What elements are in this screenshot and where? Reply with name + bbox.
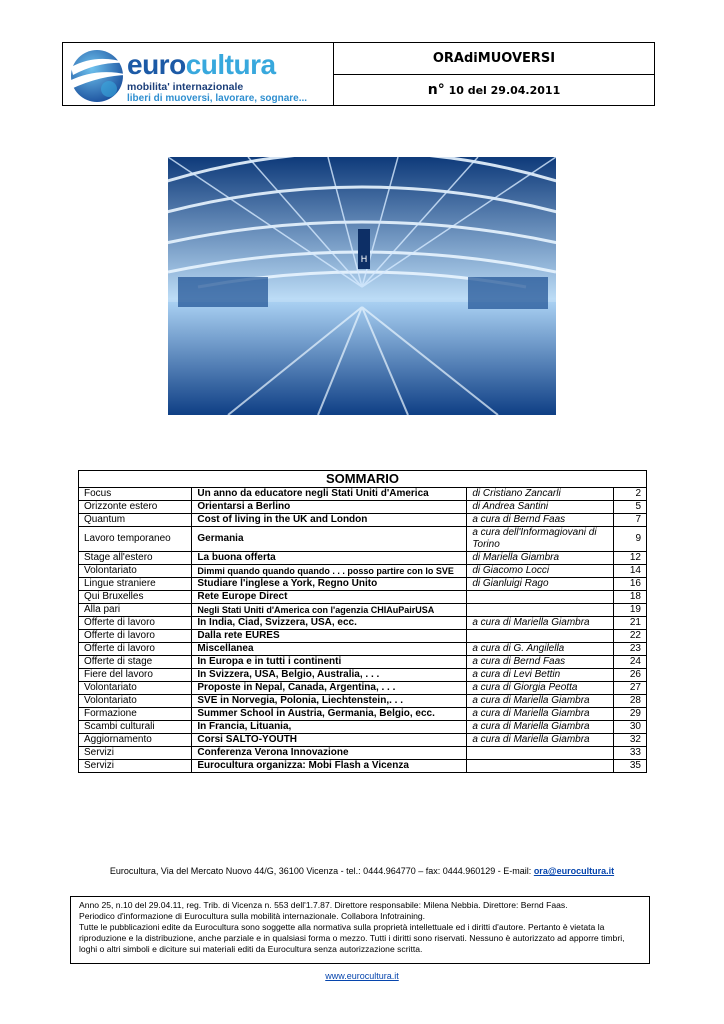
toc-section: Offerte di lavoro	[79, 630, 192, 643]
legal-notice	[70, 896, 650, 964]
toc-article-title: Dimmi quando quando quando . . . posso partire con lo SVE	[192, 565, 467, 578]
toc-article-title: Conferenza Verona Innovazione	[192, 747, 467, 760]
toc-section: Servizi	[79, 760, 192, 773]
toc-article-title: Studiare l'inglese a York, Regno Unito	[192, 578, 467, 591]
toc-section: Alla pari	[79, 604, 192, 617]
toc-author: a cura di G. Angilella	[467, 643, 614, 656]
issue-number	[334, 75, 654, 105]
toc-article-title: In Svizzera, USA, Belgio, Australia, . . .	[192, 669, 467, 682]
table-row	[79, 656, 647, 669]
toc-article-title: Negli Stati Uniti d'America con l'agenzia CHIAuPairUSA	[192, 604, 467, 617]
toc-author: a cura di Mariella Giambra	[467, 617, 614, 630]
logo	[63, 43, 334, 105]
toc-author: a cura di Mariella Giambra	[467, 721, 614, 734]
toc-page: 35	[613, 760, 646, 773]
toc-section: Offerte di stage	[79, 656, 192, 669]
tagline-primary: mobilita' internazionale	[127, 81, 244, 93]
tagline-secondary: liberi di muoversi, lavorare, sognare...	[127, 93, 308, 104]
toc-article-title: Proposte in Nepal, Canada, Argentina, . . .	[192, 682, 467, 695]
toc-page: 32	[613, 734, 646, 747]
globe-logo-icon	[67, 45, 129, 107]
issue-prefix: n°	[427, 82, 445, 98]
cover-photo-airport	[168, 157, 556, 415]
table-row	[79, 747, 647, 760]
table-row	[79, 630, 647, 643]
toc-page: 22	[613, 630, 646, 643]
legal-line-1: Anno 25, n.10 del 29.04.11, reg. Trib. di Vicenza n. 553 dell'1.7.87. Direttore responsabile: Milena Nebbia. Direttore: Bernd Faas.	[79, 900, 568, 910]
table-row	[79, 695, 647, 708]
contact-address	[0, 866, 724, 876]
table-row	[79, 514, 647, 527]
toc-author	[467, 604, 614, 617]
table-row	[79, 617, 647, 630]
toc-section: Formazione	[79, 708, 192, 721]
toc-article-title: Corsi SALTO-YOUTH	[192, 734, 467, 747]
email-link[interactable]: ora@eurocultura.it	[533, 866, 615, 876]
toc-page: 21	[613, 617, 646, 630]
table-row	[79, 488, 647, 501]
toc-article-title: Germania	[192, 527, 467, 552]
toc-page: 16	[613, 578, 646, 591]
toc-author: a cura di Mariella Giambra	[467, 734, 614, 747]
website-link[interactable]: www.eurocultura.it	[325, 971, 399, 981]
publication-title: ORAdiMUOVERSI	[334, 43, 654, 75]
toc-section: Lavoro temporaneo	[79, 527, 192, 552]
table-row	[79, 578, 647, 591]
toc-author	[467, 591, 614, 604]
toc-author: di Giacomo Locci	[467, 565, 614, 578]
toc-article-title: Summer School in Austria, Germania, Belgio, ecc.	[192, 708, 467, 721]
toc-section: Quantum	[79, 514, 192, 527]
toc-author: di Gianluigi Rago	[467, 578, 614, 591]
toc-section: Volontariato	[79, 695, 192, 708]
toc-page: 33	[613, 747, 646, 760]
toc-page: 23	[613, 643, 646, 656]
table-row	[79, 734, 647, 747]
table-row	[79, 591, 647, 604]
toc-header-row	[79, 471, 647, 488]
toc-article-title: Rete Europe Direct	[192, 591, 467, 604]
legal-line-2: Periodico d'informazione di Eurocultura sulla mobilità internazionale. Collabora Infotraining.	[79, 911, 426, 921]
toc-author: a cura di Mariella Giambra	[467, 708, 614, 721]
brand-name: eurocultura	[127, 49, 276, 80]
table-row	[79, 708, 647, 721]
toc-author: di Andrea Santini	[467, 501, 614, 514]
toc-article-title: In India, Ciad, Svizzera, USA, ecc.	[192, 617, 467, 630]
toc-page: 27	[613, 682, 646, 695]
toc-section: Servizi	[79, 747, 192, 760]
table-of-contents	[78, 470, 647, 773]
toc-section: Aggiornamento	[79, 734, 192, 747]
table-row	[79, 565, 647, 578]
toc-author	[467, 630, 614, 643]
legal-line-3: Tutte le pubblicazioni edite da Eurocultura sono soggette alla normativa sulla proprietà intellettuale ed i diritti d'autore. Pertanto è vietata la riproduzione e la distribuzione, anche parziale e in qualsiasi forma o mezzo. Tutti i diritti sono riservati. Nessuno è autorizzato ad apporre timbri, loghi o altri simboli e diciture sui materiali editi da Eurocultura senza autorizzazione scritta.	[79, 922, 625, 954]
toc-section: Offerte di lavoro	[79, 643, 192, 656]
toc-title: SOMMARIO	[79, 471, 647, 488]
toc-article-title: In Europa e in tutti i continenti	[192, 656, 467, 669]
toc-page: 9	[613, 527, 646, 552]
toc-author: a cura di Mariella Giambra	[467, 695, 614, 708]
toc-section: Focus	[79, 488, 192, 501]
toc-section: Qui Bruxelles	[79, 591, 192, 604]
toc-author: a cura di Giorgia Peotta	[467, 682, 614, 695]
toc-page: 5	[613, 501, 646, 514]
toc-page: 28	[613, 695, 646, 708]
toc-article-title: Dalla rete EURES	[192, 630, 467, 643]
toc-author: di Mariella Giambra	[467, 552, 614, 565]
address-text: Eurocultura, Via del Mercato Nuovo 44/G, 36100 Vicenza - tel.: 0444.964770 – fax: 0444.960129 - E-mail:	[109, 866, 534, 876]
toc-section: Fiere del lavoro	[79, 669, 192, 682]
toc-section: Orizzonte estero	[79, 501, 192, 514]
toc-section: Stage all'estero	[79, 552, 192, 565]
table-row	[79, 760, 647, 773]
issue-date: 10 del 29.04.2011	[448, 83, 561, 97]
sign-letter: H	[360, 255, 368, 265]
table-row	[79, 552, 647, 565]
toc-article-title: Orientarsi a Berlino	[192, 501, 467, 514]
toc-author: di Cristiano Zancarli	[467, 488, 614, 501]
table-row	[79, 682, 647, 695]
toc-article-title: SVE in Norvegia, Polonia, Liechtenstein,. . .	[192, 695, 467, 708]
table-row	[79, 527, 647, 552]
toc-author: a cura di Bernd Faas	[467, 656, 614, 669]
toc-page: 24	[613, 656, 646, 669]
toc-section: Lingue straniere	[79, 578, 192, 591]
toc-page: 18	[613, 591, 646, 604]
toc-page: 2	[613, 488, 646, 501]
toc-section: Offerte di lavoro	[79, 617, 192, 630]
toc-article-title: Cost of living in the UK and London	[192, 514, 467, 527]
table-row	[79, 501, 647, 514]
toc-section: Scambi culturali	[79, 721, 192, 734]
masthead	[62, 42, 655, 106]
toc-author: a cura di Levi Bettin	[467, 669, 614, 682]
table-row	[79, 721, 647, 734]
toc-article-title: Un anno da educatore negli Stati Uniti d'America	[192, 488, 467, 501]
toc-author	[467, 747, 614, 760]
toc-page: 14	[613, 565, 646, 578]
toc-section: Volontariato	[79, 682, 192, 695]
toc-author: a cura dell'Informagiovani di Torino	[467, 527, 614, 552]
toc-article-title: La buona offerta	[192, 552, 467, 565]
toc-page: 29	[613, 708, 646, 721]
toc-page: 30	[613, 721, 646, 734]
toc-section: Volontariato	[79, 565, 192, 578]
table-row	[79, 604, 647, 617]
toc-page: 12	[613, 552, 646, 565]
toc-article-title: In Francia, Lituania,	[192, 721, 467, 734]
toc-article-title: Miscellanea	[192, 643, 467, 656]
toc-page: 19	[613, 604, 646, 617]
toc-article-title: Eurocultura organizza: Mobi Flash a Vicenza	[192, 760, 467, 773]
toc-page: 26	[613, 669, 646, 682]
toc-author: a cura di Bernd Faas	[467, 514, 614, 527]
toc-page: 7	[613, 514, 646, 527]
toc-author	[467, 760, 614, 773]
table-row	[79, 669, 647, 682]
table-row	[79, 643, 647, 656]
